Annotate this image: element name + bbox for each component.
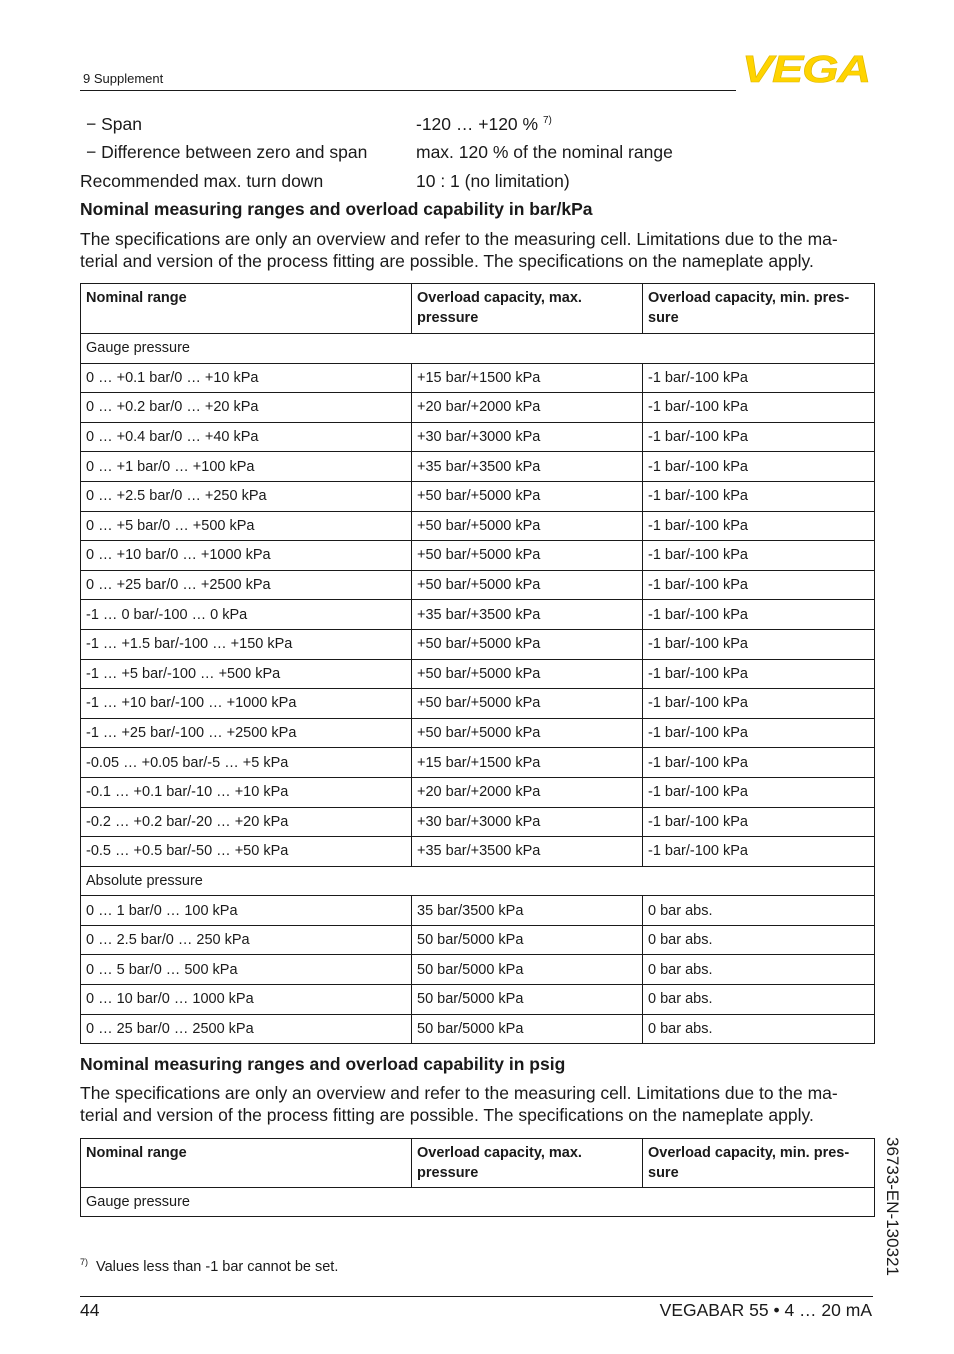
spec-label-turndown: Recommended max. turn down (80, 171, 324, 191)
table-row (81, 541, 875, 571)
cell-overload-max: +35 bar/+3500 kPa (412, 452, 643, 482)
table-row (81, 452, 875, 482)
cell-nominal-range: 0 … +10 bar/0 … +1000 kPa (81, 541, 412, 571)
group-row-gauge (81, 334, 875, 364)
table-row (81, 718, 875, 748)
table-row (81, 600, 875, 630)
cell-overload-max: 50 bar/5000 kPa (412, 955, 643, 985)
cell-nominal-range: -0.05 … +0.05 bar/-5 … +5 kPa (81, 748, 412, 778)
section-heading-psig: Nominal measuring ranges and overload capability in psig (80, 1054, 566, 1074)
cell-overload-min: 0 bar abs. (643, 1014, 875, 1044)
table-row (81, 837, 875, 867)
table-row (81, 393, 875, 423)
cell-nominal-range: 0 … +25 bar/0 … +2500 kPa (81, 570, 412, 600)
cell-overload-max: +30 bar/+3000 kPa (412, 807, 643, 837)
header-nominal-range: Nominal range (81, 1139, 412, 1188)
table-row (81, 511, 875, 541)
cell-overload-min: -1 bar/-100 kPa (643, 689, 875, 719)
spec-value-span (416, 114, 552, 135)
header-rule (80, 90, 736, 91)
footnote-mark: 7) (80, 1257, 89, 1267)
group-row-absolute (81, 866, 875, 896)
cell-nominal-range: -1 … +5 bar/-100 … +500 kPa (81, 659, 412, 689)
cell-overload-min: 0 bar abs. (643, 925, 875, 955)
cell-nominal-range: 0 … +0.4 bar/0 … +40 kPa (81, 422, 412, 452)
cell-overload-max: +35 bar/+3500 kPa (412, 600, 643, 630)
table-row (81, 925, 875, 955)
cell-overload-max: +50 bar/+5000 kPa (412, 570, 643, 600)
cell-overload-min: -1 bar/-100 kPa (643, 807, 875, 837)
cell-overload-max: +35 bar/+3500 kPa (412, 837, 643, 867)
table-row (81, 896, 875, 926)
cell-overload-min: -1 bar/-100 kPa (643, 452, 875, 482)
cell-nominal-range: -0.5 … +0.5 bar/-50 … +50 kPa (81, 837, 412, 867)
cell-nominal-range: 0 … 25 bar/0 … 2500 kPa (81, 1014, 412, 1044)
cell-overload-max: +50 bar/+5000 kPa (412, 511, 643, 541)
paragraph-line: terial and version of the process fitting are possible. The specifications on the nameplate apply. (80, 1105, 814, 1125)
section-label: 9 Supplement (83, 71, 164, 86)
paragraph-line: The specifications are only an overview and refer to the measuring cell. Limitations due to the ma- (80, 1083, 838, 1103)
group-label: Gauge pressure (81, 334, 875, 364)
table-header-row (81, 284, 875, 334)
paragraph-line: terial and version of the process fitting are possible. The specifications on the nameplate apply. (80, 251, 814, 271)
table-row (81, 481, 875, 511)
cell-nominal-range: -1 … +25 bar/-100 … +2500 kPa (81, 718, 412, 748)
header-nominal-range: Nominal range (81, 284, 412, 334)
header-overload-max: Overload capacity, max. pressure (412, 1139, 643, 1188)
cell-overload-max: +15 bar/+1500 kPa (412, 363, 643, 393)
vega-logo (740, 52, 872, 84)
footnote-text: Values less than -1 bar cannot be set. (96, 1258, 339, 1275)
table-row (81, 363, 875, 393)
cell-nominal-range: 0 … 1 bar/0 … 100 kPa (81, 896, 412, 926)
cell-nominal-range: 0 … 2.5 bar/0 … 250 kPa (81, 925, 412, 955)
cell-overload-min: -1 bar/-100 kPa (643, 600, 875, 630)
cell-nominal-range: 0 … +0.1 bar/0 … +10 kPa (81, 363, 412, 393)
cell-nominal-range: 0 … 10 bar/0 … 1000 kPa (81, 985, 412, 1015)
header-overload-max: Overload capacity, max. pressure (412, 284, 643, 334)
spec-label-span: − Span (86, 114, 142, 134)
page-number: 44 (80, 1300, 100, 1320)
group-label: Gauge pressure (81, 1188, 875, 1217)
cell-nominal-range: 0 … +5 bar/0 … +500 kPa (81, 511, 412, 541)
cell-overload-max: +50 bar/+5000 kPa (412, 541, 643, 571)
cell-overload-max: 50 bar/5000 kPa (412, 985, 643, 1015)
table-row (81, 1014, 875, 1044)
cell-nominal-range: 0 … +0.2 bar/0 … +20 kPa (81, 393, 412, 423)
cell-overload-min: -1 bar/-100 kPa (643, 748, 875, 778)
header-overload-min: Overload capacity, min. pres- sure (643, 284, 875, 334)
cell-overload-min: -1 bar/-100 kPa (643, 363, 875, 393)
group-row-gauge (81, 1188, 875, 1217)
cell-overload-min: 0 bar abs. (643, 896, 875, 926)
svg-text:VEGA: VEGA (742, 52, 870, 84)
table-row (81, 422, 875, 452)
cell-overload-min: -1 bar/-100 kPa (643, 422, 875, 452)
table-row (81, 777, 875, 807)
cell-nominal-range: 0 … +1 bar/0 … +100 kPa (81, 452, 412, 482)
cell-overload-max: +15 bar/+1500 kPa (412, 748, 643, 778)
footnote (80, 1257, 338, 1275)
table-row (81, 570, 875, 600)
document-code: 36733-EN-130321 (883, 1137, 902, 1276)
table-header-row (81, 1139, 875, 1188)
header-overload-min: Overload capacity, min. pres- sure (643, 1139, 875, 1188)
cell-overload-min: -1 bar/-100 kPa (643, 777, 875, 807)
cell-nominal-range: -0.2 … +0.2 bar/-20 … +20 kPa (81, 807, 412, 837)
cell-overload-min: -1 bar/-100 kPa (643, 570, 875, 600)
cell-overload-max: +50 bar/+5000 kPa (412, 481, 643, 511)
cell-overload-max: +50 bar/+5000 kPa (412, 659, 643, 689)
cell-nominal-range: 0 … 5 bar/0 … 500 kPa (81, 955, 412, 985)
spec-value-span-text: -120 … +120 % (416, 114, 539, 134)
section-paragraph-psig (80, 1082, 873, 1126)
footer-rule (80, 1296, 873, 1297)
spec-value-difference: max. 120 % of the nominal range (416, 142, 673, 162)
spec-value-turndown: 10 : 1 (no limitation) (416, 171, 570, 191)
cell-overload-min: 0 bar abs. (643, 955, 875, 985)
cell-overload-min: -1 bar/-100 kPa (643, 541, 875, 571)
section-heading-bar-kpa: Nominal measuring ranges and overload capability in bar/kPa (80, 199, 593, 219)
table-row (81, 748, 875, 778)
cell-nominal-range: -1 … 0 bar/-100 … 0 kPa (81, 600, 412, 630)
cell-overload-min: -1 bar/-100 kPa (643, 393, 875, 423)
section-paragraph-bar-kpa (80, 228, 873, 272)
spec-label-difference: − Difference between zero and span (86, 142, 368, 162)
cell-overload-max: +50 bar/+5000 kPa (412, 689, 643, 719)
cell-overload-max: 50 bar/5000 kPa (412, 925, 643, 955)
overload-table-psig (80, 1138, 875, 1217)
cell-overload-max: +50 bar/+5000 kPa (412, 718, 643, 748)
overload-table-bar-kpa (80, 283, 875, 1044)
footer-title: VEGABAR 55 • 4 … 20 mA (659, 1300, 872, 1320)
cell-overload-max: +30 bar/+3000 kPa (412, 422, 643, 452)
cell-nominal-range: -0.1 … +0.1 bar/-10 … +10 kPa (81, 777, 412, 807)
group-label: Absolute pressure (81, 866, 875, 896)
cell-overload-min: 0 bar abs. (643, 985, 875, 1015)
cell-overload-min: -1 bar/-100 kPa (643, 481, 875, 511)
cell-overload-max: 35 bar/3500 kPa (412, 896, 643, 926)
cell-overload-max: +50 bar/+5000 kPa (412, 629, 643, 659)
cell-overload-min: -1 bar/-100 kPa (643, 837, 875, 867)
table-row (81, 659, 875, 689)
cell-overload-min: -1 bar/-100 kPa (643, 659, 875, 689)
table-row (81, 955, 875, 985)
cell-overload-min: -1 bar/-100 kPa (643, 718, 875, 748)
cell-nominal-range: -1 … +10 bar/-100 … +1000 kPa (81, 689, 412, 719)
cell-overload-min: -1 bar/-100 kPa (643, 511, 875, 541)
table-row (81, 689, 875, 719)
cell-nominal-range: -1 … +1.5 bar/-100 … +150 kPa (81, 629, 412, 659)
footnote-ref: 7) (542, 115, 552, 127)
cell-nominal-range: 0 … +2.5 bar/0 … +250 kPa (81, 481, 412, 511)
table-row (81, 629, 875, 659)
paragraph-line: The specifications are only an overview and refer to the measuring cell. Limitations due to the ma- (80, 229, 838, 249)
table-row (81, 807, 875, 837)
cell-overload-max: +20 bar/+2000 kPa (412, 393, 643, 423)
table-row (81, 985, 875, 1015)
cell-overload-max: +20 bar/+2000 kPa (412, 777, 643, 807)
cell-overload-max: 50 bar/5000 kPa (412, 1014, 643, 1044)
cell-overload-min: -1 bar/-100 kPa (643, 629, 875, 659)
